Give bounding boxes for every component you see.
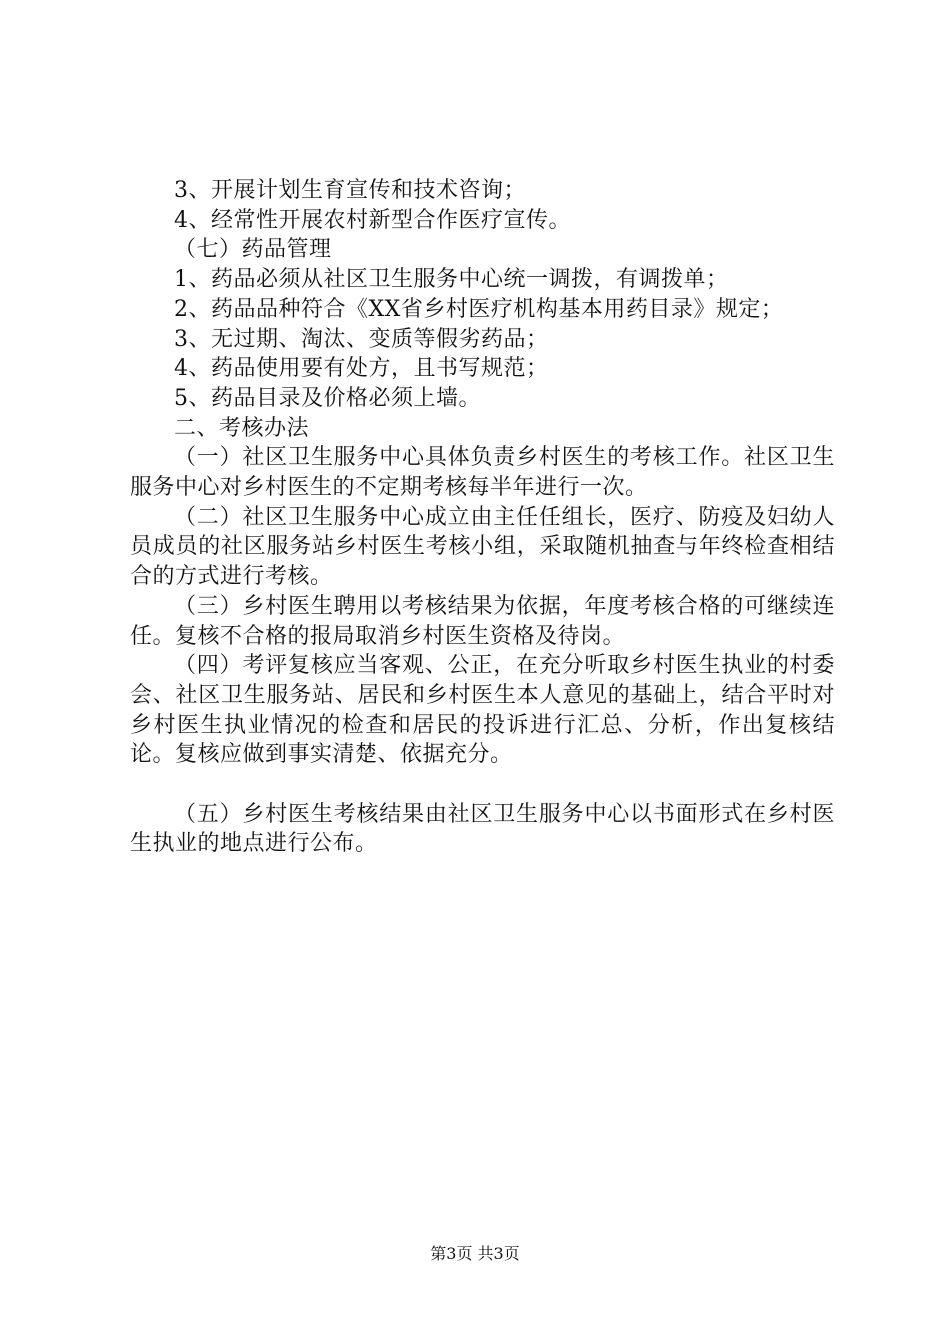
paragraph-item-4-cooperative-medical: 4、经常性开展农村新型合作医疗宣传。 bbox=[174, 207, 571, 233]
paragraph-assessment-4: （四）考评复核应当客观、公正，在充分听取乡村医生执业的村委会、社区卫生服务站、居民和乡村医生本人意见的基础上，结合平时对乡村医生执业情况的检查和居民的投诉进行汇总、分析，作出复核结论。复核应做到事实清楚、依据充分。 bbox=[130, 653, 835, 768]
paragraph-drug-item-1: 1、药品必须从社区卫生服务中心统一调拨，有调拨单； bbox=[174, 267, 729, 293]
paragraph-assessment-5: （五）乡村医生考核结果由社区卫生服务中心以书面形式在乡村医生执业的地点进行公布。 bbox=[130, 801, 835, 857]
section-heading-assessment-method: 二、考核办法 bbox=[174, 415, 310, 441]
paragraph-drug-item-2: 2、药品品种符合《XX省乡村医疗机构基本用药目录》规定； bbox=[174, 296, 784, 322]
paragraph-item-3-family-planning: 3、开展计划生育宣传和技术咨询； bbox=[174, 178, 526, 203]
document-body bbox=[130, 176, 835, 859]
paragraph-assessment-3: （三）乡村医生聘用以考核结果为依据，年度考核合格的可继续连任。复核不合格的报局取消乡村医生资格及待岗。 bbox=[130, 593, 835, 649]
page-number-footer: 第3页 共3页 bbox=[430, 1244, 520, 1263]
paragraph-drug-item-3: 3、无过期、淘汰、变质等假劣药品； bbox=[174, 326, 549, 352]
section-heading-drug-management: （七）药品管理 bbox=[174, 237, 332, 263]
paragraph-assessment-2: （二）社区卫生服务中心成立由主任任组长，医疗、防疫及妇幼人员成员的社区服务站乡村医生考核小组，采取随机抽查与年终检查相结合的方式进行考核。 bbox=[130, 504, 835, 590]
paragraph-drug-item-4: 4、药品使用要有处方，且书写规范； bbox=[174, 356, 549, 382]
paragraph-assessment-1: （一）社区卫生服务中心具体负责乡村医生的考核工作。社区卫生服务中心对乡村医生的不定期考核每半年进行一次。 bbox=[130, 445, 835, 501]
paragraph-drug-item-5: 5、药品目录及价格必须上墙。 bbox=[174, 385, 481, 411]
